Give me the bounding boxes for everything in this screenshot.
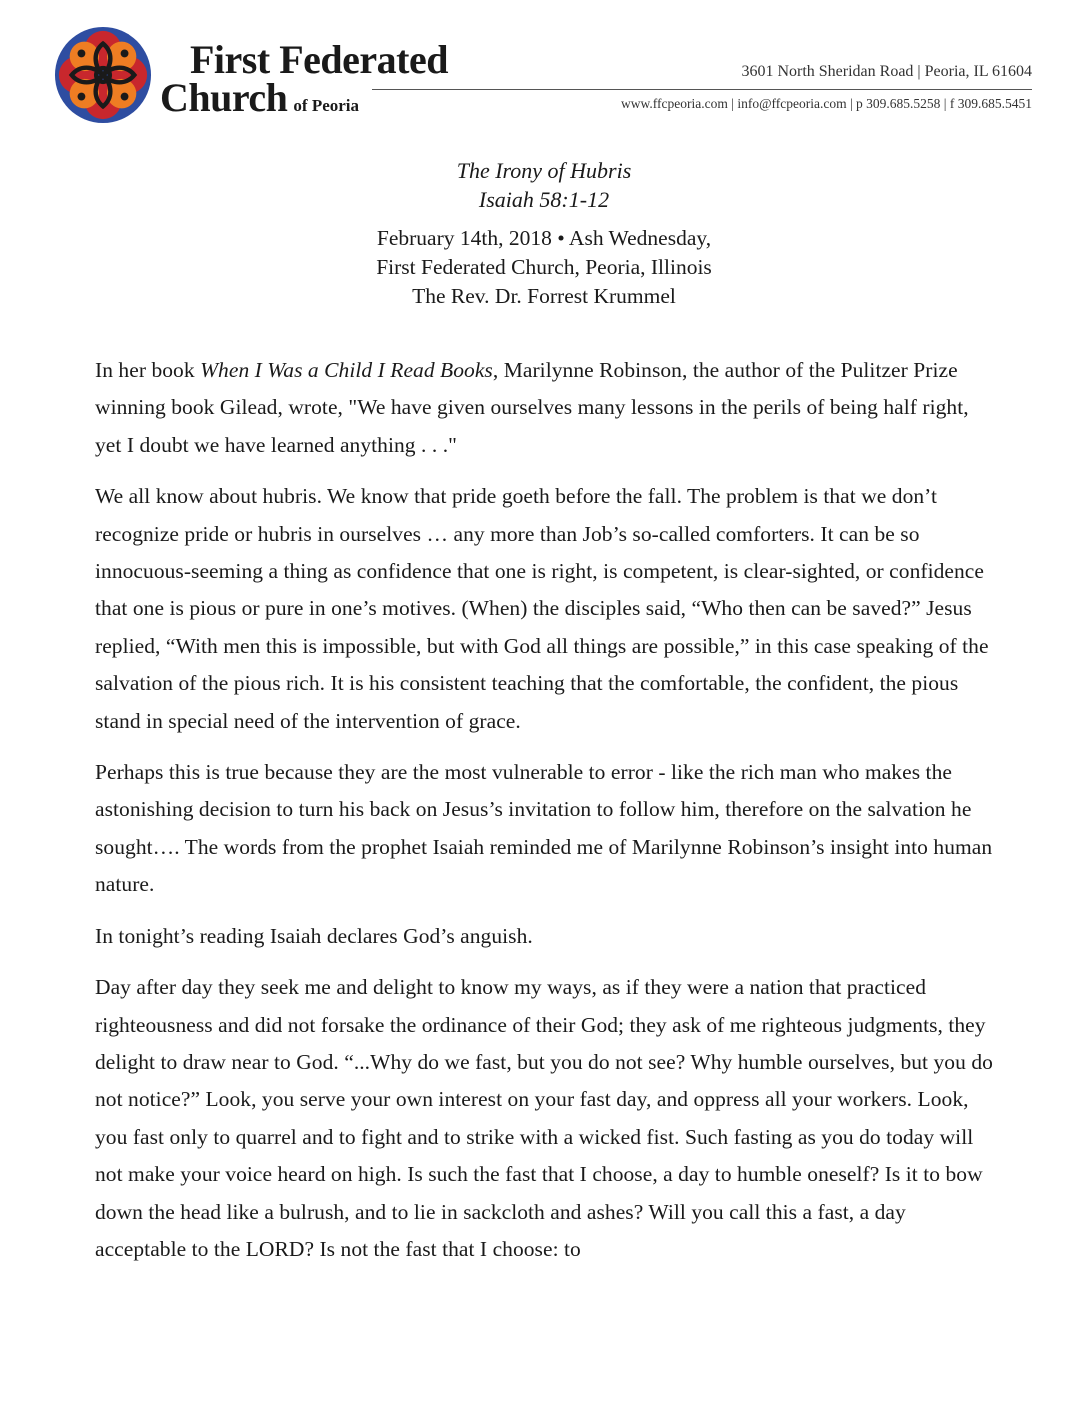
- paragraph-2: We all know about hubris. We know that pride goeth before the fall. The problem is that we don’t recognize pride or hubris in ourselves … any more than Job’s so-called comforters. It can be so innocuous-seeming a thing as confidence that one is right, is competent, is clear-sighted, or confidence that one is pious or pure in one’s motives. (When) the disciples said, “Who then can be saved?” Jesus replied, “With men this is impossible, but with God all things are possible,” in this case speaking of the salvation of the pious rich. It is his consistent teaching that the comfortable, the confident, the pious stand in special need of the intervention of grace.: [95, 484, 989, 733]
- org-name-suffix: of Peoria: [293, 96, 360, 115]
- church-contact: www.ffcpeoria.com | info@ffcpeoria.com | p 309.685.5258 | f 309.685.5451: [621, 96, 1032, 111]
- org-name-church: Church: [160, 75, 288, 120]
- sermon-body: [95, 352, 995, 1282]
- sermon-date: February 14th, 2018 • Ash Wednesday,: [376, 226, 712, 250]
- paragraph-1-text: , Marilynne Robinson, the author of the Pulitzer Prize winning book Gilead, wrote, "We have given ourselves many lessons in the perils of being half right, yet I doubt we have learned anything . . .": [95, 358, 969, 457]
- book-title: When I Was a Child I Read Books: [200, 358, 493, 382]
- sermon-scripture: Isaiah 58:1-12: [478, 187, 610, 212]
- paragraph-4: In tonight’s reading Isaiah declares God’s anguish.: [95, 923, 533, 948]
- org-name-line2: [160, 75, 360, 120]
- letterhead-rule: [372, 89, 1032, 90]
- sermon-heading: [0, 156, 1088, 311]
- paragraph-1: [95, 352, 995, 464]
- sermon-place: First Federated Church, Peoria, Illinois: [376, 255, 712, 279]
- sermon-preacher: The Rev. Dr. Forrest Krummel: [412, 284, 676, 308]
- letterhead: [0, 0, 1088, 140]
- sermon-title: The Irony of Hubris: [456, 158, 632, 183]
- church-address: 3601 North Sheridan Road | Peoria, IL 61604: [741, 63, 1032, 80]
- paragraph-5: Day after day they seek me and delight to know my ways, as if they were a nation that practiced righteousness and did not forsake the ordinance of their God; they ask of me righteous judgments, they delight to draw near to God. “...Why do we fast, but you do not see? Why humble ourselves, but you do not notice?” Look, you serve your own interest on your fast day, and oppress all your workers. Look, you fast only to quarrel and to fight and to strike with a wicked fist. Such fasting as you do today will not make your voice heard on high. Is such the fast that I choose, a day to humble oneself? Is it to bow down the head like a bulrush, and to lie in sackcloth and ashes? Will you call this a fast, a day acceptable to the LORD? Is not the fast that I choose: to: [95, 975, 993, 1261]
- paragraph-3: Perhaps this is true because they are the most vulnerable to error - like the rich man who makes the astonishing decision to turn his back on Jesus’s invitation to follow him, therefore on the salvation he sought…. The words from the prophet Isaiah reminded me of Marilynne Robinson’s insight into human nature.: [95, 760, 993, 897]
- paragraph-1-intro: In her book: [95, 358, 201, 382]
- org-name-line1: First Federated: [190, 37, 448, 82]
- church-quatrefoil-logo-icon: [54, 26, 152, 124]
